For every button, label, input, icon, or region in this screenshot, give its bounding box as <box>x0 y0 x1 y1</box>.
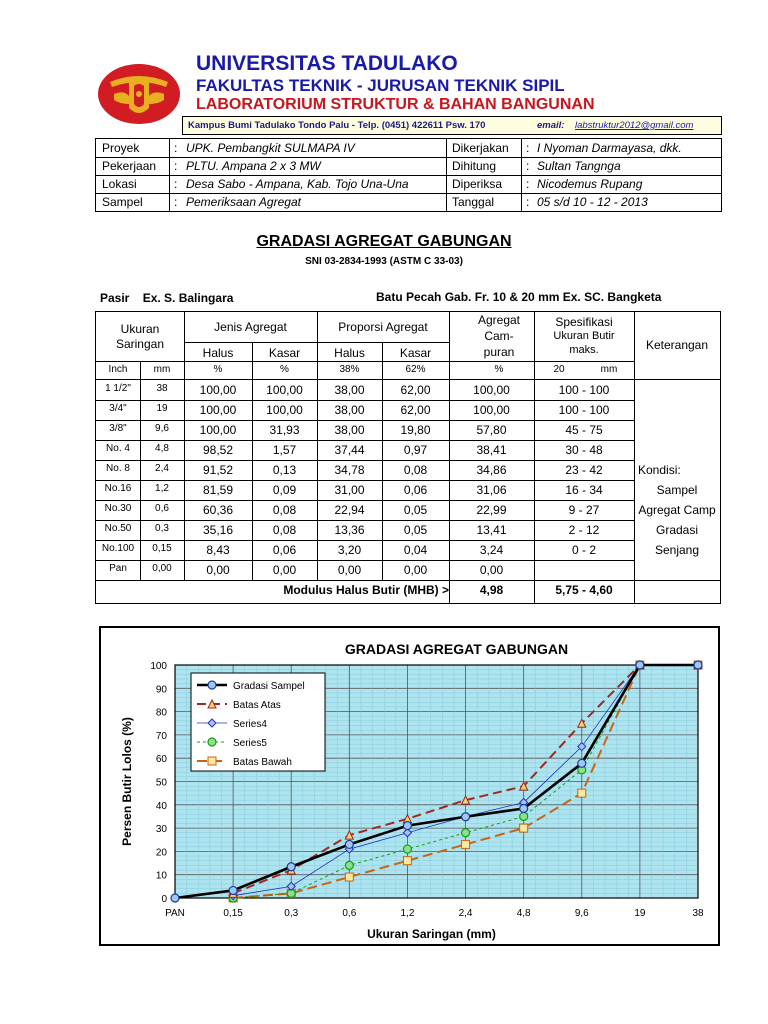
gradation-chart <box>101 628 718 944</box>
x-tick-label: 0,6 <box>342 908 357 919</box>
legend-label: Gradasi Sampel <box>233 681 305 692</box>
cell-inch: 3/4" <box>109 403 127 414</box>
cell-spes: 45 - 75 <box>565 423 603 437</box>
data-point <box>171 894 179 902</box>
info-value: UPK. Pembangkit SULMAPA IV <box>186 141 355 155</box>
unit-pct: % <box>280 364 289 375</box>
chart-frame <box>99 626 720 946</box>
info-label: Dikerjakan <box>452 141 509 155</box>
info-colon: : <box>174 177 178 191</box>
cell-spes: 30 - 48 <box>565 443 603 457</box>
unit-spes-size: 20 <box>553 364 565 375</box>
y-tick-label: 10 <box>155 870 167 882</box>
info-value: PLTU. Ampana 2 x 3 MW <box>186 159 321 173</box>
data-point <box>694 661 702 669</box>
cell-kasar: 0,08 <box>272 523 297 537</box>
cell-p-halus: 3,20 <box>337 543 362 557</box>
cell-mm: 0,3 <box>155 523 169 534</box>
header-saringan: Saringan <box>115 337 165 351</box>
info-value: Sultan Tangnga <box>537 159 621 173</box>
cell-p-kasar: 0,05 <box>403 503 428 517</box>
cell-spes: 100 - 100 <box>558 383 610 397</box>
cell-halus: 98,52 <box>202 443 234 457</box>
data-point <box>462 829 470 837</box>
page-subtitle: SNI 03-2834-1993 (ASTM C 33-03) <box>305 256 463 267</box>
info-row <box>96 193 721 211</box>
cell-camp: 34,86 <box>476 463 507 477</box>
data-point <box>578 759 586 767</box>
header-jenis: Jenis Agregat <box>214 320 287 334</box>
cell-camp: 100,00 <box>473 383 510 397</box>
info-colon: : <box>174 159 178 173</box>
cell-inch: No.16 <box>104 483 132 494</box>
cell-halus: 81,59 <box>202 483 234 497</box>
legend-marker <box>208 681 216 689</box>
header-kasar: Kasar <box>268 346 301 360</box>
data-point <box>229 886 237 894</box>
y-tick-label: 70 <box>155 730 167 742</box>
x-tick-label: 19 <box>634 908 646 919</box>
cell-mm: 4,8 <box>155 443 169 454</box>
cell-inch: 3/8" <box>109 423 127 434</box>
cell-spes: 9 - 27 <box>568 503 600 517</box>
header-agregat: Agregat <box>477 313 521 327</box>
cell-ket: Gradasi <box>655 523 699 537</box>
sand-source <box>100 291 233 305</box>
mhb-value: 4,98 <box>479 583 504 597</box>
legend-label: Batas Bawah <box>233 757 292 768</box>
header-spesifikasi: Spesifikasi <box>555 315 613 329</box>
cell-p-kasar: 0,06 <box>403 483 428 497</box>
cell-p-kasar: 0,97 <box>403 443 428 457</box>
info-colon: : <box>526 141 530 155</box>
y-tick-label: 30 <box>155 824 167 836</box>
header-halus: Halus <box>202 346 234 360</box>
info-row <box>96 175 721 194</box>
data-point <box>636 661 644 669</box>
data-point <box>462 840 470 848</box>
header-ukuran: Ukuran <box>120 322 160 336</box>
info-value: Pemeriksaan Agregat <box>186 195 301 209</box>
cell-p-kasar: 0,00 <box>403 563 428 577</box>
info-row <box>96 157 721 176</box>
header-cam: Cam- <box>484 329 514 343</box>
cell-ket: Kondisi: <box>638 463 681 477</box>
sand-value: Ex. S. Balingara <box>142 291 234 305</box>
page-title: GRADASI AGREGAT GABUNGAN <box>256 233 512 250</box>
x-tick-label: 2,4 <box>458 908 473 919</box>
cell-mm: 2,4 <box>155 463 169 474</box>
cell-kasar: 100,00 <box>266 383 303 397</box>
cell-kasar: 0,06 <box>272 543 297 557</box>
university-name: UNIVERSITAS TADULAKO <box>196 52 458 75</box>
y-tick-label: 50 <box>155 777 167 789</box>
mhb-spec: 5,75 - 4,60 <box>555 583 613 597</box>
data-point <box>462 813 470 821</box>
data-point <box>403 845 411 853</box>
info-colon: : <box>526 195 530 209</box>
info-label: Sampel <box>102 195 143 209</box>
cell-kasar: 31,93 <box>269 423 300 437</box>
cell-camp: 38,41 <box>476 443 507 457</box>
info-value: Nicodemus Rupang <box>537 177 643 191</box>
data-point <box>520 812 528 820</box>
cell-camp: 100,00 <box>473 403 510 417</box>
cell-camp: 57,80 <box>476 423 507 437</box>
header-maks: maks. <box>569 344 599 356</box>
cell-halus: 100,00 <box>199 423 237 437</box>
cell-p-kasar: 0,05 <box>403 523 428 537</box>
cell-inch: Pan <box>109 563 127 574</box>
cell-p-halus: 34,78 <box>334 463 365 477</box>
cell-mm: 0,15 <box>152 543 172 554</box>
faculty-name: FAKULTAS TEKNIK - JURUSAN TEKNIK SIPIL <box>196 76 565 95</box>
cell-kasar: 0,08 <box>272 503 297 517</box>
y-tick-label: 100 <box>150 661 167 672</box>
legend-marker <box>208 738 216 746</box>
cell-spes: 16 - 34 <box>565 483 603 497</box>
y-axis-label: Persen Butir Lolos (%) <box>120 717 134 846</box>
cell-halus: 100,00 <box>199 383 237 397</box>
cell-p-kasar: 62,00 <box>400 383 431 397</box>
cell-inch: No. 8 <box>106 463 130 474</box>
data-point <box>520 805 528 813</box>
x-tick-label: 0,15 <box>223 908 243 919</box>
unit-spes-unit: mm <box>600 364 618 375</box>
info-label: Pekerjaan <box>102 159 157 173</box>
cell-mm: 9,6 <box>155 423 169 434</box>
y-tick-label: 80 <box>155 707 167 719</box>
cell-inch: No.50 <box>104 523 132 534</box>
y-tick-label: 20 <box>155 847 167 859</box>
legend-label: Series5 <box>233 738 267 749</box>
cell-camp: 0,00 <box>479 563 504 577</box>
cell-halus: 35,16 <box>202 523 234 537</box>
email-label: email: <box>537 120 565 131</box>
cell-p-halus: 31,00 <box>334 483 365 497</box>
header-p-kasar: Kasar <box>399 346 432 360</box>
cell-camp: 22,99 <box>476 503 507 517</box>
info-label: Proyek <box>102 141 140 155</box>
data-point <box>403 822 411 830</box>
data-point <box>287 863 295 871</box>
x-tick-label: 9,6 <box>574 908 589 919</box>
y-tick-label: 40 <box>155 800 167 812</box>
cell-inch: No.30 <box>104 503 132 514</box>
info-colon: : <box>174 141 178 155</box>
cell-p-halus: 0,00 <box>337 563 362 577</box>
cell-halus: 0,00 <box>206 563 230 577</box>
cell-camp: 13,41 <box>476 523 507 537</box>
cell-kasar: 0,00 <box>272 563 297 577</box>
cell-spes: 2 - 12 <box>568 523 600 537</box>
mhb-label: Modulus Halus Butir (MHB) > <box>283 583 449 597</box>
cell-p-halus: 38,00 <box>334 423 365 437</box>
header-ukuran-butir: Ukuran Butir <box>553 330 615 342</box>
cell-p-halus: 38,00 <box>334 403 365 417</box>
cell-mm: 1,2 <box>155 483 169 494</box>
cell-halus: 8,43 <box>206 543 230 557</box>
info-label: Tanggal <box>452 195 495 209</box>
x-tick-label: 4,8 <box>516 908 531 919</box>
legend-marker <box>208 757 216 765</box>
info-label: Diperiksa <box>452 177 503 191</box>
cell-p-halus: 37,44 <box>334 443 365 457</box>
cell-kasar: 1,57 <box>272 443 297 457</box>
data-point <box>345 861 353 869</box>
cell-mm: 0,00 <box>152 563 172 574</box>
info-value: Desa Sabo - Ampana, Kab. Tojo Una-Una <box>186 177 409 191</box>
cell-spes: 23 - 42 <box>565 463 603 477</box>
cell-camp: 31,06 <box>476 483 507 497</box>
info-colon: : <box>174 195 178 209</box>
cell-p-kasar: 0,08 <box>403 463 428 477</box>
legend-label: Batas Atas <box>233 700 281 711</box>
data-point <box>345 873 353 881</box>
cell-ket: Sampel <box>656 483 698 497</box>
unit-pct: % <box>213 364 223 375</box>
cell-camp: 3,24 <box>479 543 504 557</box>
info-label: Lokasi <box>102 177 137 191</box>
cell-inch: No. 4 <box>106 443 130 454</box>
x-axis-label: Ukuran Saringan (mm) <box>367 927 496 941</box>
cell-p-halus: 22,94 <box>334 503 365 517</box>
cell-p-halus: 13,36 <box>334 523 365 537</box>
cell-halus: 60,36 <box>202 503 234 517</box>
y-tick-label: 90 <box>155 684 167 696</box>
legend-label: Series4 <box>233 719 267 730</box>
info-colon: : <box>526 159 530 173</box>
cell-spes: 0 - 2 <box>571 543 596 557</box>
sand-label: Pasir <box>100 291 130 305</box>
cell-p-kasar: 0,04 <box>403 543 428 557</box>
cell-halus: 100,00 <box>199 403 237 417</box>
cell-inch: No.100 <box>101 543 135 554</box>
email-link[interactable]: labstruktur2012@gmail.com <box>575 120 694 131</box>
data-point <box>520 824 528 832</box>
cell-spes: 100 - 100 <box>558 403 610 417</box>
cell-ket: Senjang <box>654 543 700 557</box>
x-tick-label: 0,3 <box>284 908 299 919</box>
header-puran: puran <box>483 345 515 359</box>
data-point <box>578 789 586 797</box>
gradation-table <box>95 311 721 604</box>
info-colon: : <box>526 177 530 191</box>
cell-ket: Agregat Camp <box>638 503 716 517</box>
unit-mm: mm <box>153 364 171 375</box>
info-value: 05 s/d 10 - 12 - 2013 <box>537 195 648 209</box>
lab-name: LABORATORIUM STRUKTUR & BAHAN BANGUNAN <box>196 96 595 113</box>
unit-p-halus: 38% <box>339 364 360 375</box>
unit-inch: Inch <box>108 364 128 375</box>
unit-p-kasar: 62% <box>405 364 426 375</box>
project-info-table <box>95 138 722 212</box>
x-tick-label: 38 <box>692 908 704 919</box>
cell-p-kasar: 19,80 <box>400 423 431 437</box>
cell-mm: 0,6 <box>155 503 169 514</box>
chart-title: GRADASI AGREGAT GABUNGAN <box>344 641 569 657</box>
cell-kasar: 0,09 <box>272 483 297 497</box>
cell-kasar: 100,00 <box>266 403 303 417</box>
data-point <box>403 857 411 865</box>
address-bar <box>182 116 722 135</box>
info-row <box>96 139 721 158</box>
cell-halus: 91,52 <box>202 463 234 477</box>
y-tick-label: 60 <box>155 754 167 766</box>
data-point <box>345 840 353 848</box>
cell-mm: 38 <box>156 383 168 394</box>
address-text: Kampus Bumi Tadulako Tondo Palu - Telp. (0451) 422611 Psw. 170 <box>188 120 486 131</box>
cell-mm: 19 <box>156 403 168 414</box>
cell-inch: 1 1/2" <box>105 383 131 394</box>
x-tick-label: PAN <box>165 908 185 919</box>
university-logo <box>96 60 182 126</box>
header-keterangan: Keterangan <box>645 338 709 352</box>
cell-kasar: 0,13 <box>272 463 297 477</box>
header-p-halus: Halus <box>334 346 365 360</box>
x-tick-label: 1,2 <box>400 908 415 919</box>
info-label: Dihitung <box>452 159 497 173</box>
cell-p-halus: 38,00 <box>334 383 365 397</box>
header-proporsi: Proporsi Agregat <box>338 320 428 334</box>
info-value: I Nyoman Darmayasa, dkk. <box>537 141 682 155</box>
unit-pct: % <box>494 364 504 375</box>
cell-p-kasar: 62,00 <box>400 403 431 417</box>
stone-source: Batu Pecah Gab. Fr. 10 & 20 mm Ex. SC. Bangketa <box>376 290 662 304</box>
y-tick-label: 0 <box>161 894 167 905</box>
